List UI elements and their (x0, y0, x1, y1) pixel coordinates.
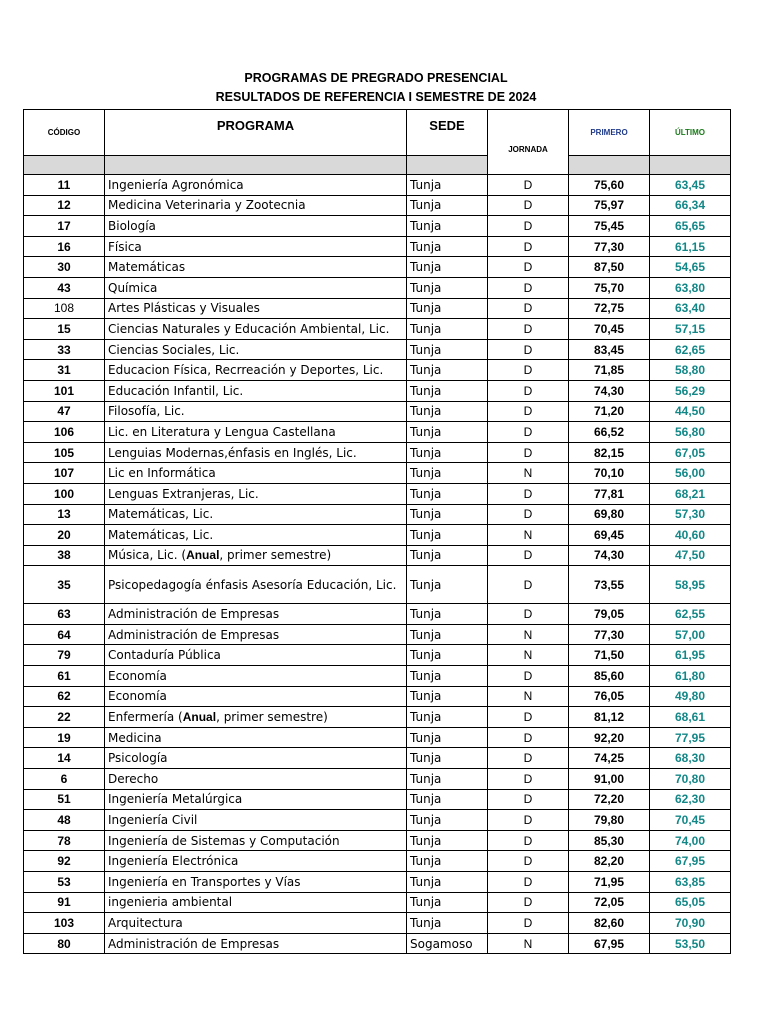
cell-primero: 91,00 (569, 769, 650, 790)
cell-codigo: 107 (24, 463, 105, 484)
cell-jornada: N (488, 686, 569, 707)
cell-primero: 83,45 (569, 339, 650, 360)
cell-sede: Tunja (407, 504, 488, 525)
table-row (24, 707, 731, 728)
cell-ultimo: 57,00 (650, 624, 731, 645)
table-row (24, 566, 731, 604)
cell-ultimo: 77,95 (650, 727, 731, 748)
cell-sede: Tunja (407, 686, 488, 707)
cell-codigo: 108 (24, 298, 105, 319)
cell-ultimo: 53,50 (650, 933, 731, 954)
cell-ultimo: 70,45 (650, 810, 731, 831)
cell-ultimo: 62,65 (650, 339, 731, 360)
cell-jornada: D (488, 604, 569, 625)
table-row (24, 236, 731, 257)
cell-jornada: D (488, 872, 569, 893)
cell-ultimo: 57,15 (650, 319, 731, 340)
document-title: PROGRAMAS DE PREGRADO PRESENCIAL (244, 71, 508, 85)
cell-ultimo: 63,45 (650, 175, 731, 196)
cell-jornada: D (488, 257, 569, 278)
cell-programa: Derecho (105, 769, 407, 790)
cell-sede: Tunja (407, 748, 488, 769)
table-row (24, 463, 731, 484)
cell-jornada: N (488, 525, 569, 546)
cell-codigo: 14 (24, 748, 105, 769)
cell-jornada: N (488, 933, 569, 954)
cell-ultimo: 65,65 (650, 216, 731, 237)
cell-sede: Tunja (407, 401, 488, 422)
cell-jornada: D (488, 830, 569, 851)
cell-codigo: 106 (24, 422, 105, 443)
cell-sede: Tunja (407, 830, 488, 851)
table-row (24, 483, 731, 504)
cell-ultimo: 57,30 (650, 504, 731, 525)
cell-sede: Tunja (407, 645, 488, 666)
header-codigo: CÓDIGO (24, 110, 105, 156)
cell-programa: Lic en Informática (105, 463, 407, 484)
cell-jornada: D (488, 727, 569, 748)
cell-ultimo: 44,50 (650, 401, 731, 422)
cell-sede: Tunja (407, 422, 488, 443)
cell-primero: 82,15 (569, 442, 650, 463)
cell-sede: Tunja (407, 277, 488, 298)
cell-sede: Tunja (407, 298, 488, 319)
cell-ultimo: 56,80 (650, 422, 731, 443)
cell-codigo: 62 (24, 686, 105, 707)
cell-jornada: D (488, 504, 569, 525)
cell-jornada: N (488, 624, 569, 645)
cell-programa: Lenguias Modernas,énfasis en Inglés, Lic. (105, 442, 407, 463)
cell-codigo: 48 (24, 810, 105, 831)
cell-ultimo: 68,30 (650, 748, 731, 769)
table-row (24, 604, 731, 625)
cell-programa: ingenieria ambiental (105, 892, 407, 913)
cell-programa: Medicina (105, 727, 407, 748)
cell-sede: Tunja (407, 769, 488, 790)
cell-codigo: 105 (24, 442, 105, 463)
cell-codigo: 19 (24, 727, 105, 748)
cell-codigo: 12 (24, 195, 105, 216)
cell-codigo: 47 (24, 401, 105, 422)
cell-primero: 74,30 (569, 545, 650, 566)
cell-primero: 67,95 (569, 933, 650, 954)
table-row (24, 913, 731, 934)
table-row (24, 727, 731, 748)
cell-ultimo: 74,00 (650, 830, 731, 851)
cell-codigo: 35 (24, 566, 105, 604)
band-cell (650, 156, 731, 175)
cell-primero: 87,50 (569, 257, 650, 278)
cell-primero: 85,30 (569, 830, 650, 851)
cell-primero: 75,70 (569, 277, 650, 298)
cell-programa: Arquitectura (105, 913, 407, 934)
cell-primero: 72,05 (569, 892, 650, 913)
cell-primero: 69,80 (569, 504, 650, 525)
cell-sede: Tunja (407, 810, 488, 831)
cell-primero: 92,20 (569, 727, 650, 748)
table-row (24, 380, 731, 401)
table-row (24, 504, 731, 525)
cell-programa: Economía (105, 686, 407, 707)
table-row (24, 277, 731, 298)
table-row (24, 422, 731, 443)
cell-programa: Administración de Empresas (105, 604, 407, 625)
table-row (24, 195, 731, 216)
cell-programa: Biología (105, 216, 407, 237)
cell-programa: Psicopedagogía énfasis Asesoría Educación, Lic. (105, 566, 407, 604)
cell-sede: Tunja (407, 707, 488, 728)
table-row (24, 525, 731, 546)
cell-jornada: D (488, 216, 569, 237)
cell-jornada: D (488, 851, 569, 872)
table-row (24, 810, 731, 831)
cell-primero: 75,97 (569, 195, 650, 216)
cell-programa: Economía (105, 666, 407, 687)
cell-ultimo: 47,50 (650, 545, 731, 566)
cell-sede: Tunja (407, 913, 488, 934)
cell-jornada: D (488, 442, 569, 463)
cell-jornada: D (488, 401, 569, 422)
cell-codigo: 6 (24, 769, 105, 790)
cell-programa: Ingeniería en Transportes y Vías (105, 872, 407, 893)
table-row (24, 257, 731, 278)
header-programa: PROGRAMA (105, 110, 407, 156)
cell-primero: 66,52 (569, 422, 650, 443)
cell-programa: Artes Plásticas y Visuales (105, 298, 407, 319)
cell-codigo: 101 (24, 380, 105, 401)
cell-primero: 81,12 (569, 707, 650, 728)
cell-programa: Enfermería (Anual, primer semestre) (105, 707, 407, 728)
cell-codigo: 16 (24, 236, 105, 257)
cell-programa: Lic. en Literatura y Lengua Castellana (105, 422, 407, 443)
cell-jornada: D (488, 666, 569, 687)
cell-programa: Matemáticas, Lic. (105, 525, 407, 546)
cell-programa: Música, Lic. (Anual, primer semestre) (105, 545, 407, 566)
cell-codigo: 33 (24, 339, 105, 360)
cell-sede: Sogamoso (407, 933, 488, 954)
cell-sede: Tunja (407, 892, 488, 913)
cell-sede: Tunja (407, 175, 488, 196)
header-sede: SEDE (407, 110, 488, 156)
band-cell (105, 156, 407, 175)
cell-primero: 71,95 (569, 872, 650, 893)
results-table (23, 109, 731, 954)
cell-programa: Administración de Empresas (105, 933, 407, 954)
cell-primero: 72,20 (569, 789, 650, 810)
cell-jornada: D (488, 748, 569, 769)
cell-sede: Tunja (407, 545, 488, 566)
table-row (24, 360, 731, 381)
cell-sede: Tunja (407, 566, 488, 604)
cell-programa: Física (105, 236, 407, 257)
table-row (24, 442, 731, 463)
table-row (24, 872, 731, 893)
cell-ultimo: 65,05 (650, 892, 731, 913)
cell-programa: Educación Infantil, Lic. (105, 380, 407, 401)
cell-jornada: D (488, 339, 569, 360)
table-row (24, 789, 731, 810)
table-row (24, 748, 731, 769)
cell-primero: 74,30 (569, 380, 650, 401)
cell-jornada: D (488, 566, 569, 604)
cell-jornada: N (488, 645, 569, 666)
cell-ultimo: 58,95 (650, 566, 731, 604)
cell-jornada: D (488, 195, 569, 216)
cell-programa: Ingeniería Metalúrgica (105, 789, 407, 810)
cell-primero: 71,50 (569, 645, 650, 666)
cell-sede: Tunja (407, 380, 488, 401)
table-row (24, 666, 731, 687)
header-ultimo: ÚLTIMO (650, 110, 731, 156)
cell-ultimo: 68,61 (650, 707, 731, 728)
cell-codigo: 79 (24, 645, 105, 666)
cell-programa: Ciencias Sociales, Lic. (105, 339, 407, 360)
cell-codigo: 100 (24, 483, 105, 504)
cell-sede: Tunja (407, 463, 488, 484)
cell-sede: Tunja (407, 216, 488, 237)
cell-jornada: D (488, 175, 569, 196)
table-row (24, 175, 731, 196)
cell-ultimo: 56,29 (650, 380, 731, 401)
cell-codigo: 20 (24, 525, 105, 546)
cell-sede: Tunja (407, 236, 488, 257)
cell-jornada: D (488, 769, 569, 790)
band-cell (488, 156, 569, 175)
cell-programa: Ciencias Naturales y Educación Ambiental, Lic. (105, 319, 407, 340)
band-cell (24, 156, 105, 175)
cell-ultimo: 61,15 (650, 236, 731, 257)
cell-programa: Ingeniería Civil (105, 810, 407, 831)
cell-ultimo: 70,80 (650, 769, 731, 790)
cell-primero: 77,30 (569, 624, 650, 645)
cell-primero: 79,80 (569, 810, 650, 831)
table-row (24, 933, 731, 954)
cell-sede: Tunja (407, 525, 488, 546)
cell-codigo: 31 (24, 360, 105, 381)
cell-codigo: 63 (24, 604, 105, 625)
cell-programa: Matemáticas, Lic. (105, 504, 407, 525)
cell-ultimo: 54,65 (650, 257, 731, 278)
table-row (24, 339, 731, 360)
cell-jornada: D (488, 277, 569, 298)
cell-sede: Tunja (407, 727, 488, 748)
table-row (24, 545, 731, 566)
cell-sede: Tunja (407, 872, 488, 893)
cell-jornada: D (488, 913, 569, 934)
cell-jornada: D (488, 483, 569, 504)
cell-programa: Contaduría Pública (105, 645, 407, 666)
cell-sede: Tunja (407, 666, 488, 687)
table-row (24, 401, 731, 422)
cell-jornada: D (488, 360, 569, 381)
table-row (24, 686, 731, 707)
cell-codigo: 64 (24, 624, 105, 645)
cell-codigo: 53 (24, 872, 105, 893)
cell-programa: Química (105, 277, 407, 298)
cell-ultimo: 68,21 (650, 483, 731, 504)
cell-sede: Tunja (407, 339, 488, 360)
cell-sede: Tunja (407, 195, 488, 216)
cell-sede: Tunja (407, 360, 488, 381)
cell-primero: 77,30 (569, 236, 650, 257)
cell-jornada: D (488, 422, 569, 443)
cell-codigo: 80 (24, 933, 105, 954)
cell-primero: 79,05 (569, 604, 650, 625)
document-subtitle: RESULTADOS DE REFERENCIA I SEMESTRE DE 2024 (215, 90, 537, 104)
cell-ultimo: 63,80 (650, 277, 731, 298)
cell-codigo: 91 (24, 892, 105, 913)
cell-codigo: 103 (24, 913, 105, 934)
cell-codigo: 13 (24, 504, 105, 525)
cell-jornada: D (488, 380, 569, 401)
cell-primero: 75,60 (569, 175, 650, 196)
cell-codigo: 92 (24, 851, 105, 872)
table-row (24, 830, 731, 851)
cell-primero: 75,45 (569, 216, 650, 237)
cell-jornada: D (488, 545, 569, 566)
cell-jornada: N (488, 463, 569, 484)
cell-programa: Educacion Física, Recrreación y Deportes, Lic. (105, 360, 407, 381)
cell-primero: 82,60 (569, 913, 650, 934)
cell-programa: Ingeniería Electrónica (105, 851, 407, 872)
cell-sede: Tunja (407, 319, 488, 340)
cell-sede: Tunja (407, 789, 488, 810)
cell-jornada: D (488, 298, 569, 319)
cell-codigo: 43 (24, 277, 105, 298)
cell-programa: Matemáticas (105, 257, 407, 278)
table-row (24, 851, 731, 872)
cell-jornada: D (488, 707, 569, 728)
table-row (24, 319, 731, 340)
cell-ultimo: 61,95 (650, 645, 731, 666)
cell-ultimo: 67,95 (650, 851, 731, 872)
cell-codigo: 15 (24, 319, 105, 340)
cell-programa: Lenguas Extranjeras, Lic. (105, 483, 407, 504)
cell-sede: Tunja (407, 604, 488, 625)
cell-ultimo: 56,00 (650, 463, 731, 484)
cell-ultimo: 58,80 (650, 360, 731, 381)
cell-primero: 85,60 (569, 666, 650, 687)
table-row (24, 216, 731, 237)
cell-ultimo: 63,85 (650, 872, 731, 893)
table-row (24, 892, 731, 913)
cell-sede: Tunja (407, 257, 488, 278)
cell-ultimo: 62,55 (650, 604, 731, 625)
cell-sede: Tunja (407, 442, 488, 463)
cell-ultimo: 62,30 (650, 789, 731, 810)
cell-ultimo: 66,34 (650, 195, 731, 216)
header-primero: PRIMERO (569, 110, 650, 156)
cell-jornada: D (488, 810, 569, 831)
cell-ultimo: 61,80 (650, 666, 731, 687)
cell-primero: 69,45 (569, 525, 650, 546)
cell-programa: Medicina Veterinaria y Zootecnia (105, 195, 407, 216)
cell-primero: 74,25 (569, 748, 650, 769)
cell-jornada: D (488, 236, 569, 257)
cell-ultimo: 67,05 (650, 442, 731, 463)
cell-ultimo: 63,40 (650, 298, 731, 319)
cell-codigo: 78 (24, 830, 105, 851)
cell-jornada: D (488, 789, 569, 810)
table-header-row (24, 110, 731, 156)
cell-codigo: 61 (24, 666, 105, 687)
cell-codigo: 11 (24, 175, 105, 196)
cell-codigo: 51 (24, 789, 105, 810)
table-row (24, 769, 731, 790)
cell-primero: 82,20 (569, 851, 650, 872)
cell-primero: 70,45 (569, 319, 650, 340)
header-band (24, 156, 731, 175)
cell-primero: 72,75 (569, 298, 650, 319)
cell-sede: Tunja (407, 624, 488, 645)
cell-programa: Filosofía, Lic. (105, 401, 407, 422)
cell-jornada: D (488, 892, 569, 913)
cell-codigo: 17 (24, 216, 105, 237)
cell-primero: 70,10 (569, 463, 650, 484)
table-row (24, 624, 731, 645)
band-cell (569, 156, 650, 175)
table-row (24, 645, 731, 666)
header-jornada: JORNADA (488, 110, 569, 156)
cell-primero: 73,55 (569, 566, 650, 604)
cell-primero: 71,20 (569, 401, 650, 422)
cell-ultimo: 40,60 (650, 525, 731, 546)
cell-programa: Administración de Empresas (105, 624, 407, 645)
cell-codigo: 38 (24, 545, 105, 566)
cell-codigo: 30 (24, 257, 105, 278)
cell-ultimo: 49,80 (650, 686, 731, 707)
cell-codigo: 22 (24, 707, 105, 728)
cell-primero: 76,05 (569, 686, 650, 707)
cell-programa: Ingeniería Agronómica (105, 175, 407, 196)
table-row (24, 298, 731, 319)
cell-primero: 77,81 (569, 483, 650, 504)
cell-sede: Tunja (407, 483, 488, 504)
cell-jornada: D (488, 319, 569, 340)
cell-primero: 71,85 (569, 360, 650, 381)
band-cell (407, 156, 488, 175)
cell-sede: Tunja (407, 851, 488, 872)
cell-ultimo: 70,90 (650, 913, 731, 934)
cell-programa: Ingeniería de Sistemas y Computación (105, 830, 407, 851)
cell-programa: Psicología (105, 748, 407, 769)
